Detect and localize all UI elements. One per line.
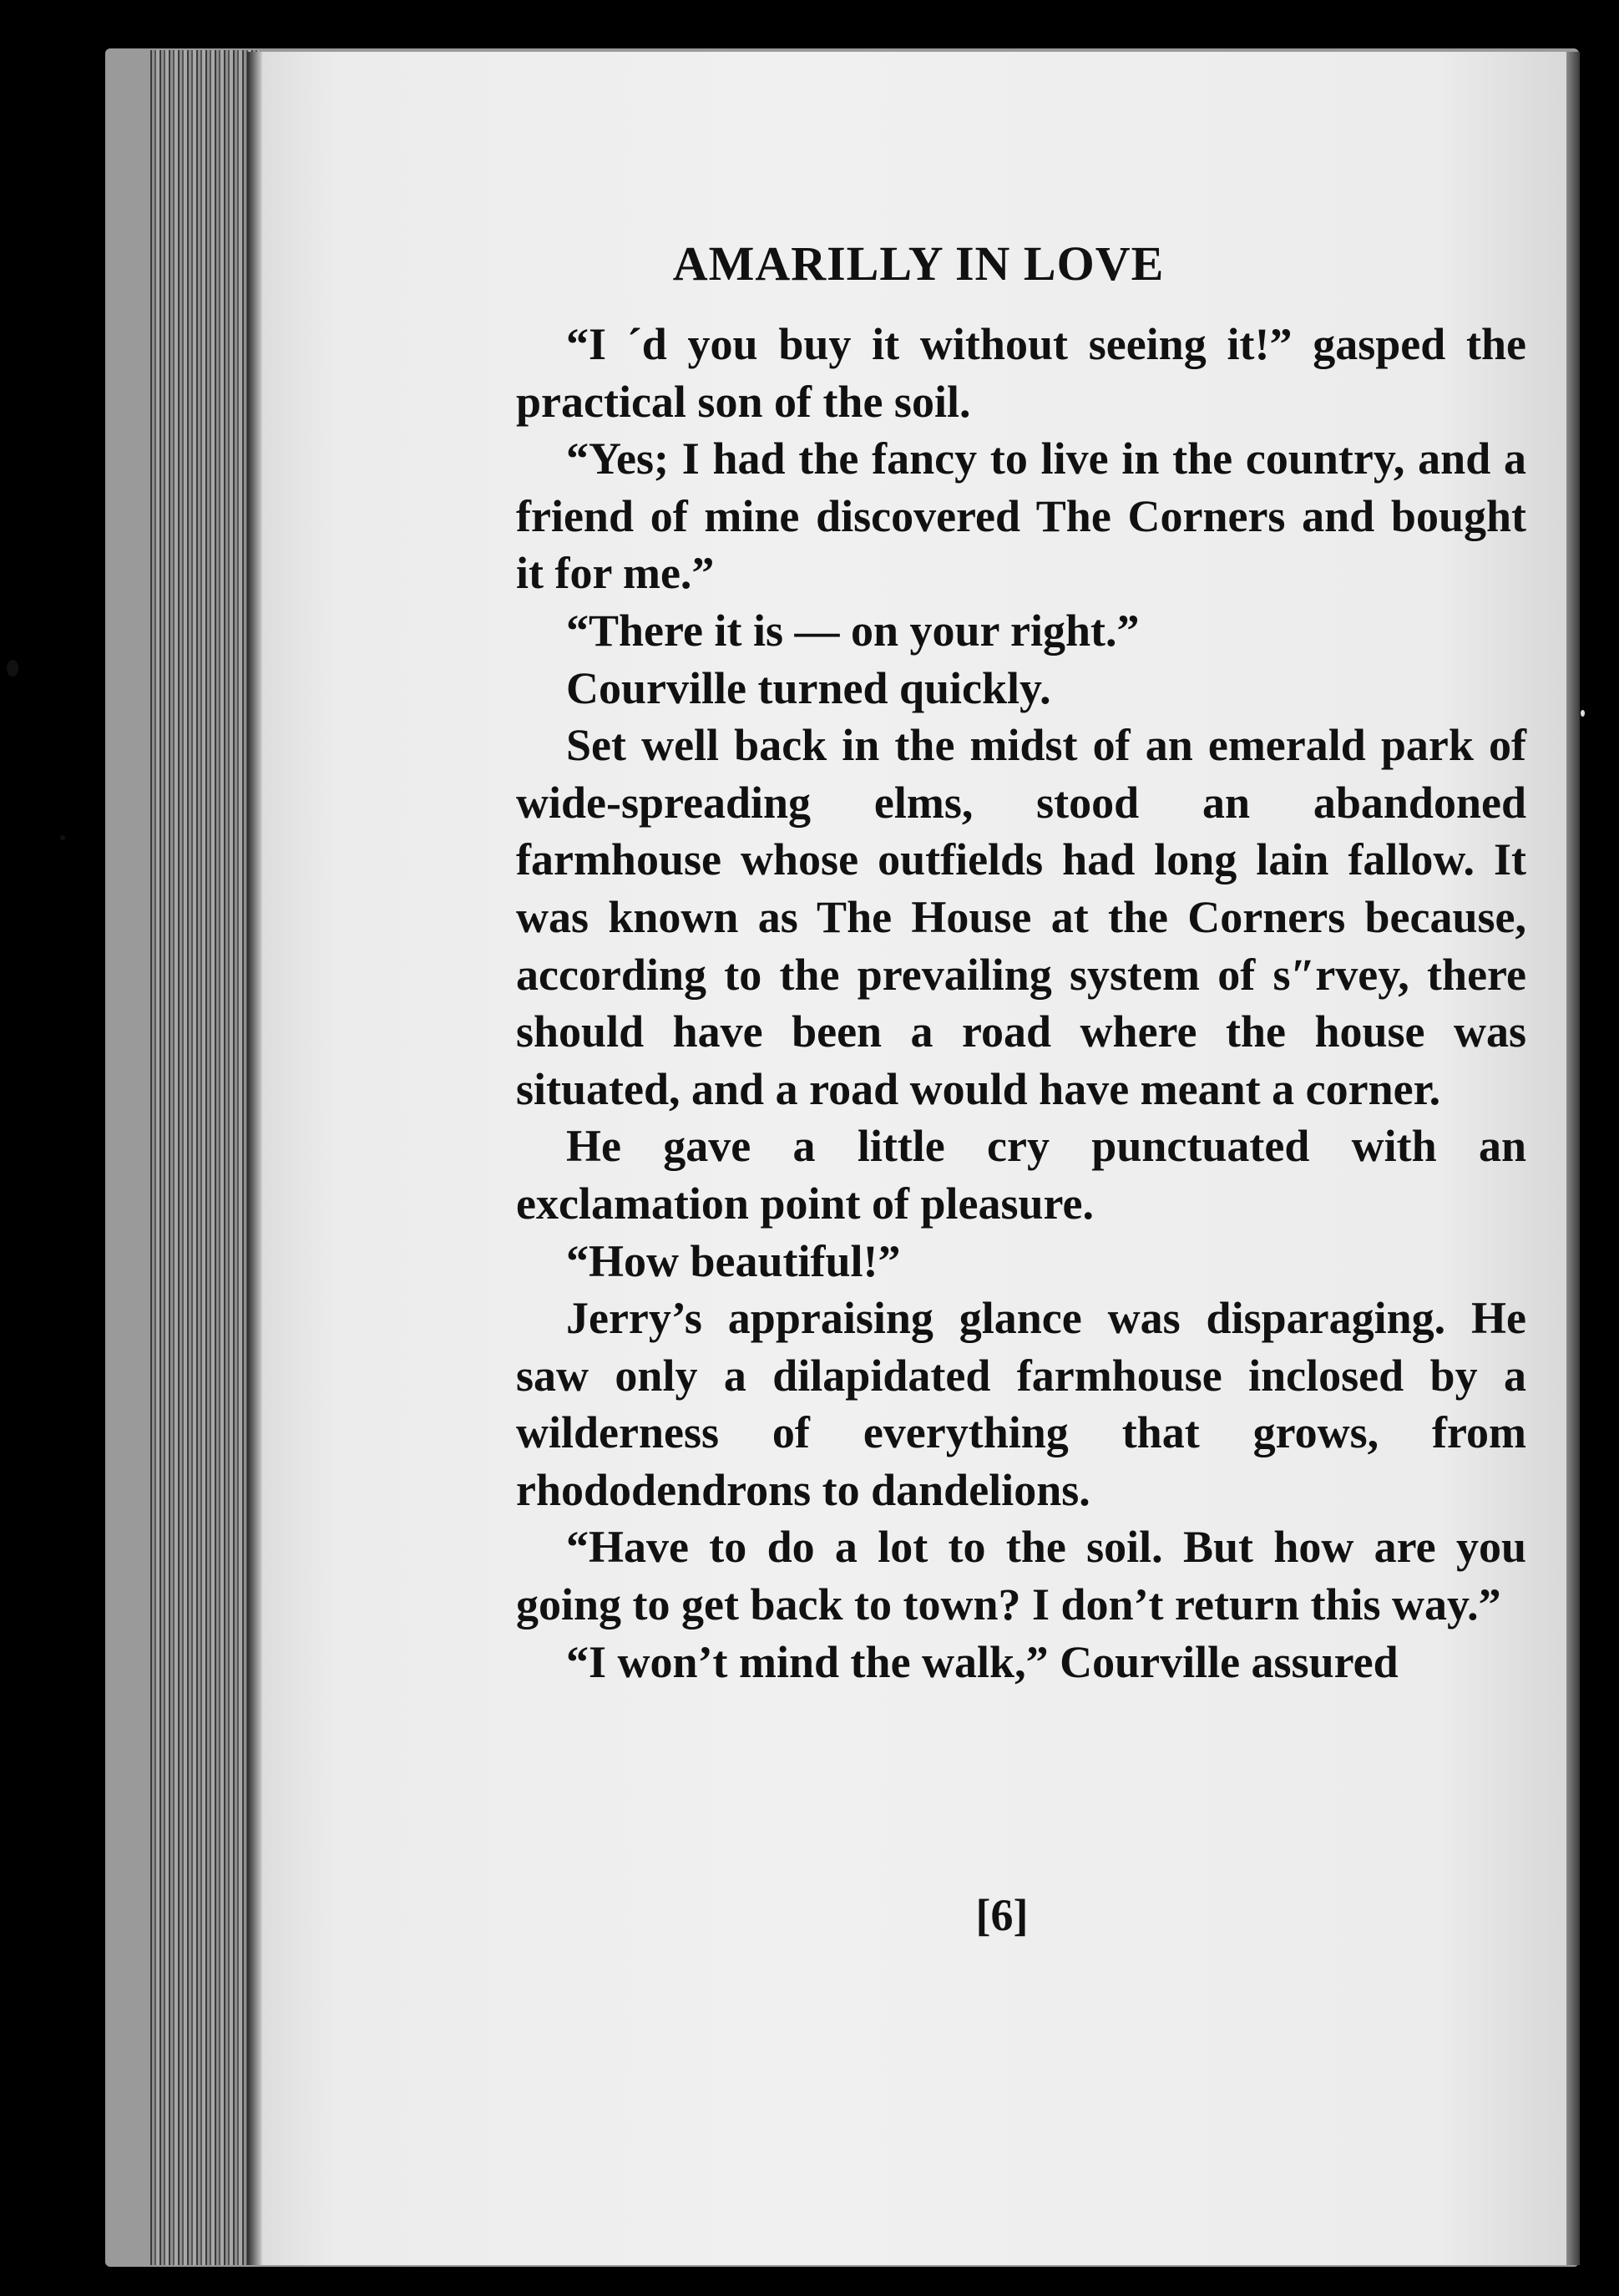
- body-text: [516, 316, 1526, 1690]
- paragraph: “Have to do a lot to the soil. But how are you going to get back to town? I don’t return this way.”: [516, 1522, 1526, 1630]
- scan-speck: [1581, 710, 1585, 717]
- paragraph: “I ´d you buy it without seeing it!” gasped the practical son of the soil.: [516, 319, 1526, 427]
- gutter-shadow: [247, 52, 262, 2265]
- paragraph: “I won’t mind the walk,” Courville assured: [566, 1636, 1399, 1687]
- paragraph: “How beautiful!”: [566, 1235, 901, 1286]
- paragraph: Set well back in the midst of an emerald park of wide-spreading elms, stood an abandoned farmhouse whose outfields had long lain fallow. It was known as The House at the Corners because, according to the prevailing system of s″rvey, there should have been a road where the house was situated, and a road would have meant a corner.: [516, 720, 1526, 1114]
- paragraph: “Yes; I had the fancy to live in the country, and a friend of mine discovered The Corners and bought it for me.”: [516, 433, 1526, 599]
- running-head: AMARILLY IN LOVE: [672, 236, 1165, 291]
- page-edges: [150, 50, 259, 2265]
- scan-speck: [60, 835, 65, 840]
- paragraph: He gave a little cry punctuated with an exclamation point of pleasure.: [516, 1121, 1526, 1229]
- page-right-edge: [1566, 52, 1580, 2265]
- paragraph: “There it is — on your right.”: [566, 605, 1140, 656]
- paragraph: Jerry’s appraising glance was disparaging. He saw only a dilapidated farmhouse inclosed by a wilderness of everything that grows, from rhododendrons to dandelions.: [516, 1293, 1526, 1515]
- paragraph: Courville turned quickly.: [566, 662, 1051, 713]
- scan-speck: [7, 660, 18, 677]
- page-number: [6]: [975, 1890, 1029, 1940]
